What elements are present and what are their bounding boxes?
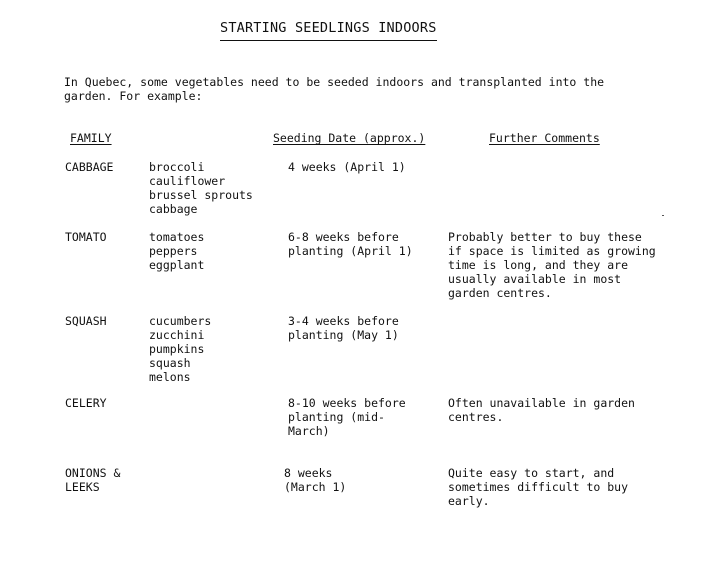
family-cell: ONIONS & LEEKS bbox=[65, 466, 121, 494]
vegetables-cell: cucumbers zucchini pumpkins squash melons bbox=[149, 314, 212, 384]
column-header-seeding-date: Seeding Date (approx.) bbox=[273, 131, 426, 145]
family-cell: TOMATO bbox=[65, 230, 107, 244]
comments-cell: Quite easy to start, and sometimes difficult to buy early. bbox=[448, 466, 629, 508]
family-cell: CABBAGE bbox=[65, 160, 114, 174]
title-underline bbox=[220, 40, 437, 41]
scan-speck bbox=[662, 215, 664, 216]
seeding-date-cell: 3-4 weeks before planting (May 1) bbox=[288, 314, 399, 342]
seeding-date-cell: 8-10 weeks before planting (mid- March) bbox=[288, 396, 406, 438]
vegetables-cell: tomatoes peppers eggplant bbox=[149, 230, 205, 272]
column-header-family: FAMILY bbox=[70, 131, 112, 145]
seeding-date-cell: 6-8 weeks before planting (April 1) bbox=[288, 230, 413, 258]
comments-cell: Often unavailable in garden centres. bbox=[448, 396, 635, 424]
intro-paragraph: In Quebec, some vegetables need to be seeded indoors and transplanted into the garden. For example: bbox=[64, 75, 605, 103]
document-title: STARTING SEEDLINGS INDOORS bbox=[220, 20, 437, 36]
vegetables-cell: broccoli cauliflower brussel sprouts cabbage bbox=[149, 160, 253, 216]
seeding-date-cell: 4 weeks (April 1) bbox=[288, 160, 406, 174]
family-cell: SQUASH bbox=[65, 314, 107, 328]
family-cell: CELERY bbox=[65, 396, 107, 410]
comments-cell: Probably better to buy these if space is limited as growing time is long, and they are usually available in most garden centres. bbox=[448, 230, 656, 300]
column-header-comments: Further Comments bbox=[489, 131, 600, 145]
seeding-date-cell: 8 weeks (March 1) bbox=[284, 466, 347, 494]
